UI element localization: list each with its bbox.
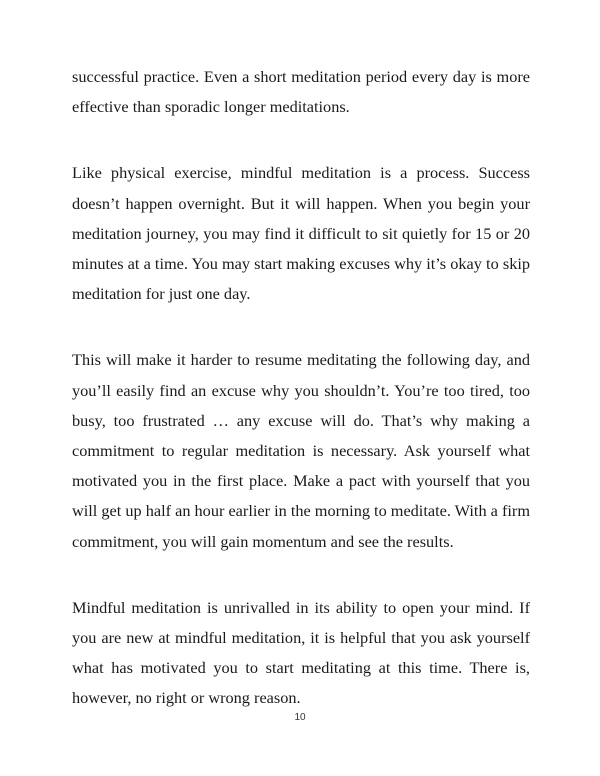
paragraph-2: Like physical exercise, mindful meditation is a process. Success doesn’t happen overnight. But it will happen. When you begin your meditation journey, you may find it difficult to sit quietly for 15 or 20 minutes at a time. You may start making excuses why it’s okay to skip meditation for just one day.	[72, 163, 530, 304]
paragraph-3: This will make it harder to resume meditating the following day, and you’ll easily find an excuse why you shouldn’t. You’re too tired, too busy, too frustrated … any excuse will do. That’s why making a commitment to regular meditation is necessary. Ask yourself what motivated you in the first place. Make a pact with yourself that you will get up half an hour earlier in the morning to meditate. With a firm commitment, you will gain momentum and see the results.	[72, 350, 530, 551]
page-body	[72, 62, 530, 750]
paragraph-4: Mindful meditation is unrivalled in its ability to open your mind. If you are new at mindful meditation, it is helpful that you ask yourself what has motivated you to start meditating at this time. There is, however, no right or wrong reason.	[72, 597, 530, 708]
page-number: 10	[294, 712, 306, 723]
paragraph-1: successful practice. Even a short meditation period every day is more effective than sporadic longer meditations.	[72, 67, 530, 117]
